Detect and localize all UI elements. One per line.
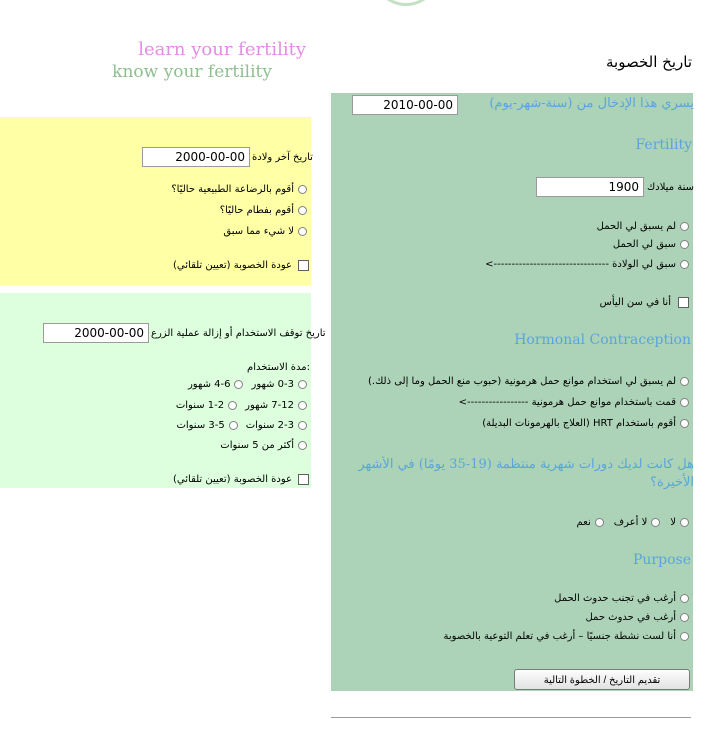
radio-icon[interactable]: [680, 260, 689, 269]
menopause-checkbox-row[interactable]: أنا في سن اليأس: [331, 297, 689, 308]
used-hormonal-option[interactable]: قمت باستخدام موانع حمل هرمونية ----------------->: [331, 397, 689, 408]
radio-icon[interactable]: [680, 518, 689, 527]
radio-icon[interactable]: [680, 240, 689, 249]
radio-icon[interactable]: [228, 401, 237, 410]
fertility-heading: Fertility: [635, 137, 692, 153]
radio-icon[interactable]: [298, 185, 307, 194]
been-pregnant-option[interactable]: سبق لي الحمل: [331, 239, 689, 250]
radio-icon[interactable]: [298, 380, 307, 389]
hormonal-heading: Hormonal Contraception: [514, 332, 691, 348]
radio-icon[interactable]: [680, 594, 689, 603]
radio-icon[interactable]: [298, 441, 307, 450]
purpose-heading: Purpose: [633, 552, 691, 568]
radio-icon[interactable]: [298, 401, 307, 410]
never-hormonal-option[interactable]: لم يسبق لي استخدام موانع حمل هرمونية (حبوب منع الحمل وما إلى ذلك.): [331, 376, 689, 387]
last-birth-auto-checkbox-row[interactable]: عودة الخصوبة (تعيين تلقائي): [0, 260, 309, 271]
last-birth-date-input[interactable]: [142, 147, 250, 167]
checkbox-icon[interactable]: [678, 297, 689, 308]
radio-icon[interactable]: [680, 377, 689, 386]
submit-history-button[interactable]: تقديم التاريخ / الخطوة التالية: [514, 669, 690, 690]
hrt-option[interactable]: أقوم باستخدام HRT (العلاج بالهرمونات البديلة): [331, 418, 689, 429]
weaning-option[interactable]: أقوم بفطام حاليًا؟: [0, 205, 307, 216]
given-birth-option[interactable]: سبق لي الولادة -------------------------------->: [331, 259, 689, 270]
checkbox-icon[interactable]: [298, 260, 309, 271]
duration-row-2: 7-12 شهور 1-2 سنوات: [0, 400, 307, 411]
duration-row-1: 0-3 شهور 4-6 شهور: [0, 379, 307, 390]
effective-date-input[interactable]: [352, 95, 458, 115]
radio-icon[interactable]: [595, 518, 604, 527]
radio-icon[interactable]: [680, 222, 689, 231]
none-option[interactable]: لا شيء مما سبق: [0, 226, 307, 237]
breastfeeding-option[interactable]: أقوم بالرضاعة الطبيعية حاليًا؟: [0, 184, 307, 195]
last-birth-date-label: تاريخ آخر ولادة: [252, 152, 313, 163]
stop-usage-date-input[interactable]: [43, 323, 149, 343]
radio-icon[interactable]: [298, 206, 307, 215]
effective-date-label: يسري هذا الإدخال من (سنة-شهر-يوم): [489, 96, 694, 111]
duration-row-4: أكثر من 5 سنوات: [0, 440, 307, 451]
duration-label: مدة الاستخدام:: [247, 362, 310, 373]
page-title: تاريخ الخصوبة: [605, 53, 692, 71]
radio-icon[interactable]: [680, 632, 689, 641]
learn-awareness-option[interactable]: أنا لست نشطة جنسيًا – أرغب في تعلم التوعية بالخصوبة: [331, 631, 689, 642]
radio-icon[interactable]: [298, 227, 307, 236]
radio-icon[interactable]: [680, 613, 689, 622]
cycles-options: لا لا أعرف نعم: [331, 517, 689, 528]
want-pregnancy-option[interactable]: أرغب في حدوث حمل: [331, 612, 689, 623]
logo-arc: [372, 0, 440, 6]
radio-icon[interactable]: [298, 421, 307, 430]
radio-icon[interactable]: [680, 398, 689, 407]
tagline-learn: learn your fertility: [138, 39, 306, 60]
divider: [331, 717, 691, 718]
radio-icon[interactable]: [229, 421, 238, 430]
duration-row-3: 2-3 سنوات 3-5 سنوات: [0, 420, 307, 431]
birth-year-input[interactable]: [536, 177, 644, 197]
birth-year-label: سنة ميلادك: [647, 182, 694, 193]
stop-usage-auto-checkbox-row[interactable]: عودة الخصوبة (تعيين تلقائي): [0, 474, 309, 485]
radio-icon[interactable]: [680, 419, 689, 428]
avoid-pregnancy-option[interactable]: أرغب في تجنب حدوث الحمل: [331, 593, 689, 604]
stop-usage-date-label: تاريخ توقف الاستخدام أو إزالة عملية الزرع: [151, 328, 326, 339]
tagline-know: know your fertility: [112, 62, 272, 82]
checkbox-icon[interactable]: [298, 474, 309, 485]
radio-icon[interactable]: [234, 380, 243, 389]
cycles-question: هل كانت لديك دورات شهرية منتظمة (19-35 يومًا) في الأشهر الأخيرة؟: [358, 457, 694, 490]
radio-icon[interactable]: [651, 518, 660, 527]
never-pregnant-option[interactable]: لم يسبق لي الحمل: [331, 221, 689, 232]
